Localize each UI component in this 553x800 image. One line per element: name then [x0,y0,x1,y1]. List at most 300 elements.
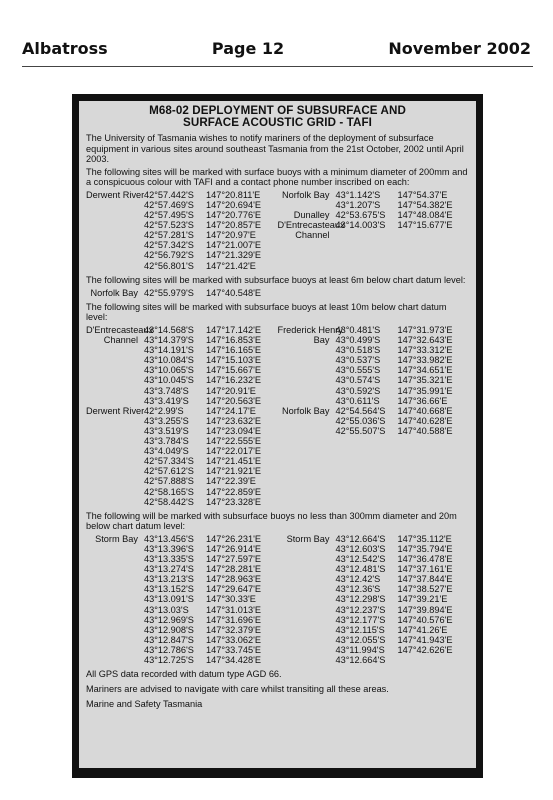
coordinate-row [86,584,278,594]
latitude-value: 43°13.456'S [144,533,194,544]
longitude-value: 147°54.37'E [397,189,448,200]
longitude-value: 147°20.563'E [206,395,261,406]
coordinate-row [278,625,470,635]
location-label [278,625,336,635]
latitude-value: 43°12.237'S [335,604,386,615]
coordinate-row [86,230,278,240]
latitude-value [336,230,398,240]
latitude-value: 43°10.084'S [144,355,194,366]
latitude-value: 43°0.499'S [335,335,381,346]
coordinate-row [86,635,278,645]
location-label [278,594,336,604]
latitude-value: 43°13.091'S [144,594,194,605]
location-label [86,625,144,635]
longitude-value: 147°20.91'E [206,385,256,396]
longitude-value: 147°35.321'E [397,375,453,386]
coordinate-row [278,396,470,406]
latitude-value: 43°12.542'S [335,554,386,565]
intro-paragraph: The University of Tasmania wishes to notify mariners of the deployment of subsurface equipment in various sites around southeast Tasmania from the 21st October, 2002 until April 2003. [86,133,464,164]
latitude-value: 42°57.281'S [144,230,194,241]
page-number: Page 12 [211,39,285,58]
longitude-value: 147°35.991'E [397,385,453,396]
location-label [86,574,144,584]
latitude-value: 43°10.045'S [144,375,194,386]
longitude-value: 147°32.643'E [397,335,453,346]
latitude-value: 42°58.165'S [144,486,194,497]
coordinate-row [278,416,470,426]
location-label [86,396,144,406]
location-label [86,594,144,604]
latitude-value: 43°3.519'S [144,425,189,436]
coordinate-row [86,416,278,426]
longitude-value: 147°24.17'E [206,405,256,416]
longitude-value: 147°15.677'E [397,220,453,231]
coordinate-row [86,261,278,271]
location-label [278,645,336,655]
location-label [278,605,336,615]
latitude-value: 43°12.603'S [335,543,386,554]
longitude-value: 147°40.668'E [397,405,453,416]
location-label [86,554,144,564]
location-label [86,466,144,476]
location-label [86,584,144,594]
location-label: Storm Bay [95,533,138,544]
longitude-value: 147°40.548'E [206,287,261,298]
coordinate-row [278,426,470,436]
latitude-value: 43°13.274'S [144,564,194,575]
location-label: Channel [295,230,330,241]
location-label [278,365,336,375]
longitude-value [398,230,468,240]
longitude-value: 147°33.062'E [206,634,261,645]
latitude-value: 43°14.191'S [144,345,194,356]
latitude-value: 42°57.442'S [144,189,194,200]
location-label [278,615,336,625]
coordinate-row [278,635,470,645]
longitude-value: 147°35.112'E [397,533,452,544]
coordinate-row [86,210,278,220]
latitude-value: 43°10.065'S [144,365,194,376]
coordinate-row [86,645,278,655]
latitude-value: 43°0.481'S [335,325,381,335]
longitude-value: 147°16.853'E [206,335,261,346]
latitude-value: 43°0.611'S [335,395,380,406]
coordinate-row [86,325,278,335]
section3-right-column [278,325,470,507]
longitude-value: 147°31.013'E [206,604,261,615]
location-label [86,220,144,230]
location-label [278,345,336,355]
section4-right-column [278,534,470,665]
longitude-value: 147°21.921'E [206,466,261,477]
location-label [86,200,144,210]
longitude-value: 147°54.382'E [397,199,453,210]
latitude-value: 43°11.994'S [335,644,385,655]
longitude-value: 147°33.745'E [206,644,261,655]
latitude-value: 43°13.213'S [144,574,194,585]
longitude-value: 147°20.811'E [206,189,261,200]
longitude-value: 147°33.982'E [397,355,453,366]
location-label [86,365,144,375]
coordinate-row [278,335,470,345]
location-label: Channel [103,335,138,346]
location-label [278,416,336,426]
coordinate-row [278,645,470,655]
longitude-value: 147°41.26'E [397,624,448,635]
location-label [86,564,144,574]
coordinate-row [278,605,470,615]
longitude-value: 147°23.094'E [206,425,261,436]
location-label: Dunalley [293,210,330,221]
latitude-value: 42°57.495'S [144,210,194,221]
longitude-value: 147°22.39'E [206,476,256,487]
latitude-value: 43°0.592'S [335,385,381,396]
longitude-value: 147°38.527'E [397,584,453,595]
latitude-value: 42°53.675'S [335,210,386,221]
location-label [86,615,144,625]
location-label [86,240,144,250]
longitude-value: 147°21.329'E [206,250,261,261]
longitude-value: 147°21.451'E [206,456,261,467]
latitude-value: 43°12.055'S [335,634,386,645]
location-label [86,426,144,436]
coordinate-row [86,288,278,298]
coordinate-row [86,574,278,584]
coordinate-row [86,605,278,615]
coordinate-row [86,426,278,436]
longitude-value: 147°37.161'E [397,564,453,575]
latitude-value: 43°12.786'S [144,644,194,655]
latitude-value: 43°14.379'S [144,335,194,346]
section4-table [86,534,469,665]
location-label [86,544,144,554]
location-label [278,426,336,436]
latitude-value: 42°57.334'S [144,456,194,467]
location-label [278,554,336,564]
longitude-value: 147°40.576'E [397,614,453,625]
coordinate-row [278,355,470,365]
latitude-value: 43°12.115'S [335,624,385,635]
longitude-value: 147°27.597'E [206,554,261,565]
latitude-value: 42°55.036'S [335,415,386,426]
longitude-value: 147°26.231'E [206,533,261,544]
longitude-value: 147°34.651'E [397,365,453,376]
location-label [278,355,336,365]
coordinate-row [278,406,470,416]
notice-footer [86,669,469,709]
gps-note: All GPS data recorded with datum type AGD 66. [86,669,282,680]
latitude-value: 43°1.142'S [335,189,381,200]
longitude-value: 147°23.632'E [206,415,261,426]
longitude-value: 147°33.312'E [397,345,453,356]
longitude-value: 147°48.084'E [397,210,453,221]
location-label: Bay [313,335,330,346]
location-label [86,261,144,271]
latitude-value: 42°55.979'S [144,287,194,298]
latitude-value: 43°0.537'S [335,355,381,366]
location-label [86,645,144,655]
location-label [278,396,336,406]
coordinate-row [86,655,278,665]
coordinate-row [86,345,278,355]
coordinate-row [86,564,278,574]
latitude-value: 43°3.419'S [144,395,189,406]
coordinate-row [278,564,470,574]
longitude-value: 147°17.142'E [206,325,261,335]
coordinate-row [86,335,278,345]
longitude-value: 147°42.626'E [397,644,453,655]
publication-name: Albatross [22,39,108,58]
latitude-value: 43°12.177'S [335,614,386,625]
location-label [278,574,336,584]
section3-left-column [86,325,278,507]
location-label [278,635,336,645]
location-label [86,487,144,497]
location-label: D'Entrecasteaux [277,220,345,231]
longitude-value: 147°37.844'E [397,574,453,585]
location-label: Frederick Henry [277,325,343,335]
longitude-value: 147°20.97'E [206,230,256,241]
location-label: Derwent River [86,405,145,416]
issue-date: November 2002 [388,39,531,58]
latitude-value: 43°3.748'S [144,385,189,396]
coordinate-row [86,355,278,365]
coordinate-row [86,190,278,200]
longitude-value: 147°21.42'E [206,260,256,271]
latitude-value: 43°14.568'S [144,325,194,335]
longitude-value: 147°39.21'E [397,594,448,605]
coordinate-row [278,615,470,625]
longitude-value: 147°22.017'E [206,446,261,457]
longitude-value: 147°39.894'E [397,604,453,615]
latitude-value: 43°12.36'S [335,584,381,595]
coordinate-row [278,584,470,594]
latitude-value: 43°12.481'S [335,564,386,575]
location-label [86,355,144,365]
location-label [86,375,144,385]
longitude-value: 147°36.66'E [397,395,448,406]
latitude-value: 43°12.908'S [144,624,194,635]
coordinate-row [278,544,470,554]
section3-table [86,325,469,507]
longitude-value: 147°15.667'E [206,365,261,376]
latitude-value: 43°13.152'S [144,584,194,595]
section2-paragraph: The following sites will be marked with subsurface buoys at least 6m below chart datum level: [86,274,466,285]
longitude-value: 147°31.973'E [397,325,453,335]
location-label [86,386,144,396]
section1-right-column [278,190,470,271]
coordinate-row [278,230,470,240]
notice-title: M68-02 DEPLOYMENT OF SUBSURFACE AND SURFACE ACOUSTIC GRID - TAFI [149,104,406,130]
location-label [86,345,144,355]
location-label [86,476,144,486]
location-label [86,436,144,446]
section1-paragraph: The following sites will be marked with surface buoys with a minimum diameter of 200mm and a conspicuous colour with TAFI and a contact phone number inscribed on each: [86,166,468,187]
latitude-value: 42°54.564'S [335,405,386,416]
section1-table [86,190,469,271]
coordinate-row [86,476,278,486]
latitude-value: 43°0.574'S [335,375,381,386]
section2-column [86,288,278,298]
coordinate-row [278,325,470,335]
location-label [278,655,336,665]
coordinate-row [278,365,470,375]
longitude-value: 147°35.794'E [397,543,453,554]
notice-body [79,101,476,768]
longitude-value: 147°22.859'E [206,486,261,497]
location-label [86,230,144,240]
section3-paragraph: The following sites will be marked with subsurface buoys at least 10m below chart datum level: [86,301,447,322]
latitude-value: 43°12.725'S [144,655,194,665]
location-label: Norfolk Bay [282,405,330,416]
location-label [86,416,144,426]
location-label [278,544,336,554]
location-label [86,497,144,507]
location-label [86,456,144,466]
coordinate-row [86,375,278,385]
location-label: Storm Bay [286,533,330,544]
longitude-value [398,655,468,665]
coordinate-row [86,487,278,497]
latitude-value: 43°13.396'S [144,543,194,554]
coordinate-row [86,365,278,375]
longitude-value: 147°28.963'E [206,574,261,585]
longitude-value: 147°32.379'E [206,624,261,635]
longitude-value: 147°41.943'E [397,634,453,645]
longitude-value: 147°16.165'E [206,345,261,356]
coordinate-row [86,446,278,456]
coordinate-row [278,554,470,564]
latitude-value: 42°2.99'S [144,405,184,416]
longitude-value: 147°20.857'E [206,220,261,231]
longitude-value: 147°34.428'E [206,655,261,665]
coordinate-row [278,655,470,665]
location-label: D'Entrecasteaux [86,325,154,335]
latitude-value: 43°12.847'S [144,634,194,645]
coordinate-row [86,625,278,635]
coordinate-row [86,497,278,507]
coordinate-row [86,534,278,544]
section1-left-column [86,190,278,271]
longitude-value: 147°26.914'E [206,543,261,554]
latitude-value: 43°12.969'S [144,614,194,625]
location-label [86,635,144,645]
latitude-value: 42°58.442'S [144,496,194,507]
latitude-value: 42°57.612'S [144,466,194,477]
latitude-value: 43°12.298'S [335,594,386,605]
latitude-value: 43°13.03'S [144,604,189,615]
section2-table [86,288,469,298]
latitude-value: 43°3.255'S [144,415,189,426]
longitude-value: 147°20.694'E [206,199,261,210]
location-label [278,200,336,210]
coordinate-row [86,436,278,446]
coordinate-row [86,466,278,476]
coordinate-row [86,396,278,406]
location-label: Norfolk Bay [90,287,138,298]
latitude-value: 43°4.049'S [144,446,189,457]
location-label [278,584,336,594]
longitude-value: 147°28.281'E [206,564,261,575]
location-label [86,210,144,220]
latitude-value: 43°0.555'S [335,365,381,376]
coordinate-row [278,594,470,604]
latitude-value: 43°12.42'S [335,574,381,585]
mariner-advice: Mariners are advised to navigate with care whilst transiting all these areas. [86,684,389,695]
coordinate-row [86,406,278,416]
location-label [86,605,144,615]
latitude-value: 42°55.507'S [335,425,386,436]
coordinate-row [278,534,470,544]
coordinate-row [86,250,278,260]
longitude-value: 147°16.232'E [206,375,261,386]
latitude-value: 43°13.335'S [144,554,194,565]
section4-paragraph: The following will be marked with subsurface buoys no less than 300mm diameter and 20m below chart datum level: [86,510,457,531]
page-header [22,36,531,58]
coordinate-row [278,375,470,385]
longitude-value: 147°36.478'E [397,554,453,565]
coordinate-row [278,345,470,355]
coordinate-row [86,456,278,466]
location-label [278,375,336,385]
longitude-value: 147°40.628'E [397,415,453,426]
coordinate-row [278,574,470,584]
latitude-value: 43°12.664'S [335,533,386,544]
coordinate-row [86,386,278,396]
location-label [86,446,144,456]
coordinate-row [278,220,470,230]
latitude-value: 43°0.518'S [335,345,381,356]
coordinate-row [86,240,278,250]
longitude-value: 147°29.647'E [206,584,261,595]
latitude-value: 42°57.342'S [144,240,194,251]
longitude-value: 147°22.555'E [206,436,261,447]
location-label: Derwent River [86,189,145,200]
coordinate-row [86,594,278,604]
notice-clipping [72,94,483,778]
longitude-value: 147°15.103'E [206,355,261,366]
latitude-value: 42°57.469'S [144,199,194,210]
latitude-value: 42°57.523'S [144,220,194,231]
signoff: Marine and Safety Tasmania [86,699,203,710]
location-label [86,655,144,665]
latitude-value: 42°56.801'S [144,260,194,271]
coordinate-row [278,386,470,396]
coordinate-row [86,220,278,230]
longitude-value: 147°21.007'E [206,240,261,251]
longitude-value: 147°31.696'E [206,614,261,625]
coordinate-row [86,544,278,554]
location-label: Norfolk Bay [282,189,330,200]
section4-left-column [86,534,278,665]
latitude-value: 43°14.003'S [335,220,386,231]
coordinate-row [278,200,470,210]
coordinate-row [86,615,278,625]
longitude-value: 147°20.776'E [206,210,261,221]
location-label [278,564,336,574]
latitude-value: 43°3.784'S [144,436,189,447]
latitude-value: 43°12.664'S [335,655,386,665]
location-label [278,386,336,396]
coordinate-row [86,554,278,564]
longitude-value: 147°23.328'E [206,496,261,507]
location-label [86,250,144,260]
longitude-value: 147°30.33'E [206,594,256,605]
latitude-value: 42°56.792'S [144,250,194,261]
latitude-value: 42°57.888'S [144,476,194,487]
latitude-value: 43°1.207'S [335,199,381,210]
coordinate-row [278,210,470,220]
